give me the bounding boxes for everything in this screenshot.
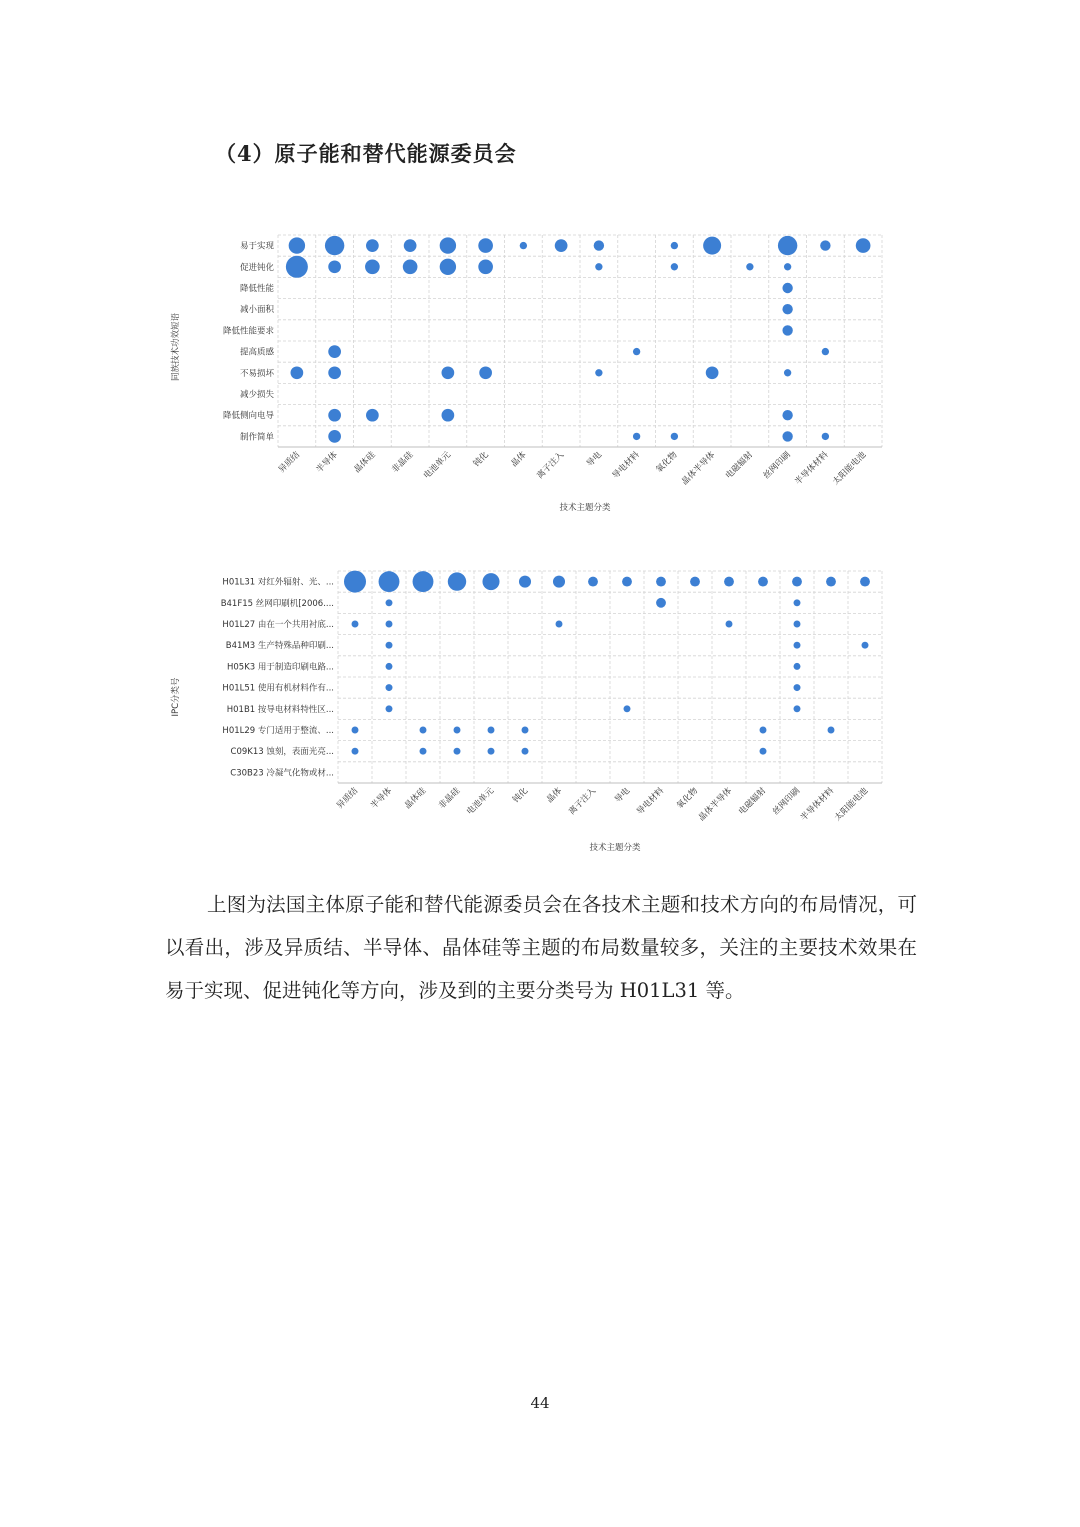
bubble-point — [289, 237, 305, 253]
y-tick-label: H01L29 专门适用于整流、... — [222, 726, 334, 736]
x-tick-label: 导电材料 — [634, 786, 667, 818]
bubble-point — [633, 433, 640, 440]
bubble-point — [820, 240, 830, 250]
bubble-point — [386, 663, 393, 670]
bubble-point — [703, 237, 721, 255]
bubble-point — [794, 621, 801, 628]
bubble-point — [860, 577, 870, 587]
bubble-point — [522, 748, 529, 755]
bubble-point — [856, 238, 871, 253]
x-tick-label: 导电材料 — [610, 450, 642, 482]
x-tick-label: 钝化 — [511, 786, 531, 806]
x-tick-label: 氧化物 — [654, 450, 680, 476]
bubble-point — [328, 260, 341, 273]
bubble-point — [555, 239, 568, 252]
bubble-point — [286, 256, 308, 278]
bubble-point — [671, 433, 678, 440]
bubble-point — [379, 571, 400, 592]
bubble-point — [291, 366, 304, 379]
bubble-point — [478, 238, 493, 253]
y-tick-label: H01L27 由在一个共用衬底... — [222, 620, 334, 630]
x-tick-label: 氧化物 — [675, 786, 701, 812]
x-tick-label: 电池单元 — [464, 786, 497, 818]
y-tick-label: 不易损坏 — [239, 368, 274, 379]
bubble-point — [454, 748, 461, 755]
bubble-point — [403, 259, 418, 274]
body-paragraph: 上图为法国主体原子能和替代能源委员会在各技术主题和技术方向的布局情况，可以看出，涉及异质结、半导体、晶体硅等主题的布局数量较多，关注的主要技术效果在易于实现、促进钝化等方向，涉及到的主要分类号为 H01L31 等。 — [165, 893, 917, 1002]
bubble-point — [520, 242, 527, 249]
bubble-point — [479, 366, 492, 379]
bubble-point — [595, 263, 602, 270]
bubble-point — [519, 576, 531, 588]
bubble-point — [656, 598, 666, 608]
bubble-point — [482, 573, 499, 590]
bubble-point — [386, 642, 393, 649]
bubble-point — [726, 621, 733, 628]
x-tick-label: 电磁辐射 — [723, 450, 755, 482]
bubble-point — [594, 240, 604, 250]
bubble-point — [488, 727, 495, 734]
bubble-point — [386, 621, 393, 628]
y-tick-label: H05K3 用于制造印刷电路... — [227, 662, 334, 673]
bubble-point — [724, 577, 734, 587]
x-tick-label: 晶体硅 — [403, 786, 429, 812]
bubble-point — [826, 577, 836, 587]
bubble-point — [420, 727, 427, 734]
y-tick-label: B41F15 丝网印刷机[2006.... — [220, 598, 334, 609]
x-tick-label: 电池单元 — [421, 450, 453, 482]
bubble-point — [760, 727, 767, 734]
bubble-point — [782, 410, 792, 420]
bubble-point — [352, 621, 359, 628]
bubble-point — [328, 366, 341, 379]
y-tick-label: 降低性能要求 — [222, 326, 274, 337]
tech-effect-bubble-chart — [0, 225, 1080, 525]
bubble-point — [671, 242, 678, 249]
x-tick-label: 晶体半导体 — [680, 450, 718, 488]
x-tick-label: 丝网印刷 — [761, 450, 793, 482]
x-tick-label: 半导体 — [369, 786, 395, 812]
y-tick-label: 易于实现 — [239, 241, 274, 252]
y-tick-label: 促进钝化 — [239, 262, 274, 273]
bubble-point — [782, 431, 792, 441]
bubble-point — [440, 237, 456, 253]
bubble-point — [690, 577, 700, 587]
x-tick-label: 导电 — [613, 786, 633, 806]
bubble-point — [556, 621, 563, 628]
x-tick-label: 离子注入 — [535, 450, 567, 482]
y-tick-label: H01L51 使用有机材料作有... — [222, 683, 334, 694]
x-axis-title: 技术主题分类 — [559, 503, 611, 513]
bubble-point — [325, 236, 344, 255]
x-axis-title: 技术主题分类 — [589, 843, 641, 853]
bubble-point — [448, 572, 466, 590]
bubble-point — [420, 748, 427, 755]
bubble-point — [386, 599, 393, 606]
bubble-point — [792, 577, 802, 587]
bubble-point — [404, 239, 417, 252]
y-tick-label: C30B23 冷凝气化物或材... — [230, 768, 334, 779]
y-tick-label: 降低侧向电导 — [222, 411, 274, 422]
y-tick-label: B41M3 生产特殊品种印刷... — [225, 641, 334, 652]
bubble-point — [352, 748, 359, 755]
bubble-point — [478, 259, 493, 274]
x-tick-label: 半导体 — [314, 450, 340, 476]
bubble-point — [588, 577, 598, 587]
bubble-point — [828, 727, 835, 734]
bubble-point — [822, 348, 829, 355]
bubble-point — [442, 366, 455, 379]
page-number: 44 — [530, 1394, 550, 1412]
bubble-point — [522, 727, 529, 734]
bubble-point — [784, 263, 791, 270]
x-tick-label: 半导体材料 — [798, 786, 837, 824]
y-axis-title: IPC分类号 — [171, 677, 181, 717]
x-tick-label: 太阳能电池 — [831, 450, 869, 488]
ipc-bubble-chart — [0, 565, 1080, 865]
bubble-point — [442, 409, 455, 422]
bubble-point — [595, 369, 602, 376]
bubble-point — [794, 663, 801, 670]
bubble-point — [386, 684, 393, 691]
x-tick-label: 太阳能电池 — [832, 786, 871, 824]
x-tick-label: 异质结 — [335, 786, 361, 812]
x-tick-label: 钝化 — [471, 450, 491, 470]
x-tick-label: 晶体 — [509, 450, 529, 470]
bubble-point — [622, 577, 632, 587]
x-tick-label: 非晶硅 — [437, 786, 463, 812]
bubble-point — [366, 239, 379, 252]
bubble-point — [454, 727, 461, 734]
bubble-point — [656, 577, 666, 587]
bubble-point — [488, 748, 495, 755]
x-tick-label: 晶体硅 — [352, 450, 378, 476]
bubble-point — [624, 705, 631, 712]
bubble-point — [782, 304, 792, 314]
bubble-point — [386, 705, 393, 712]
x-tick-label: 晶体 — [545, 786, 565, 806]
y-tick-label: H01B1 按导电材料特性区... — [226, 704, 334, 715]
y-axis-title: 同族技术功效短语 — [171, 312, 181, 382]
bubble-point — [784, 369, 791, 376]
y-tick-label: 提高质感 — [239, 347, 274, 358]
y-tick-label: 制作简单 — [239, 432, 274, 443]
bubble-point — [671, 263, 678, 270]
bubble-point — [440, 259, 456, 275]
bubble-point — [794, 684, 801, 691]
bubble-point — [365, 259, 380, 274]
page-title: （4）原子能和替代能源委员会 — [215, 141, 517, 166]
y-tick-label: 降低性能 — [239, 284, 274, 294]
bubble-point — [782, 283, 792, 293]
bubble-point — [746, 263, 753, 270]
bubble-point — [328, 430, 341, 443]
x-tick-label: 电磁辐射 — [736, 786, 769, 818]
bubble-point — [328, 345, 341, 358]
bubble-point — [760, 748, 767, 755]
x-tick-label: 导电 — [584, 450, 604, 470]
bubble-point — [758, 577, 768, 587]
bubble-point — [782, 325, 792, 335]
bubble-point — [553, 576, 565, 588]
x-tick-label: 丝网印刷 — [770, 786, 803, 818]
y-tick-label: C09K13 蚀刻，表面光亮... — [230, 747, 334, 758]
x-tick-label: 异质结 — [276, 450, 302, 476]
bubble-point — [862, 642, 869, 649]
x-tick-label: 半导体材料 — [793, 450, 831, 488]
y-tick-label: H01L31 对红外辐射、光、... — [222, 577, 334, 588]
bubble-point — [352, 727, 359, 734]
x-tick-label: 离子注入 — [566, 786, 599, 818]
y-tick-label: 减少损失 — [239, 390, 274, 400]
x-tick-label: 晶体半导体 — [696, 786, 735, 824]
bubble-point — [794, 705, 801, 712]
bubble-point — [328, 409, 341, 422]
y-tick-label: 减小面积 — [239, 305, 274, 316]
x-tick-label: 非晶硅 — [390, 450, 416, 476]
bubble-point — [706, 366, 719, 379]
bubble-point — [778, 236, 797, 255]
bubble-point — [822, 433, 829, 440]
bubble-point — [794, 599, 801, 606]
bubble-point — [633, 348, 640, 355]
bubble-point — [413, 571, 434, 592]
bubble-point — [366, 409, 379, 422]
bubble-point — [794, 642, 801, 649]
bubble-point — [344, 571, 366, 593]
